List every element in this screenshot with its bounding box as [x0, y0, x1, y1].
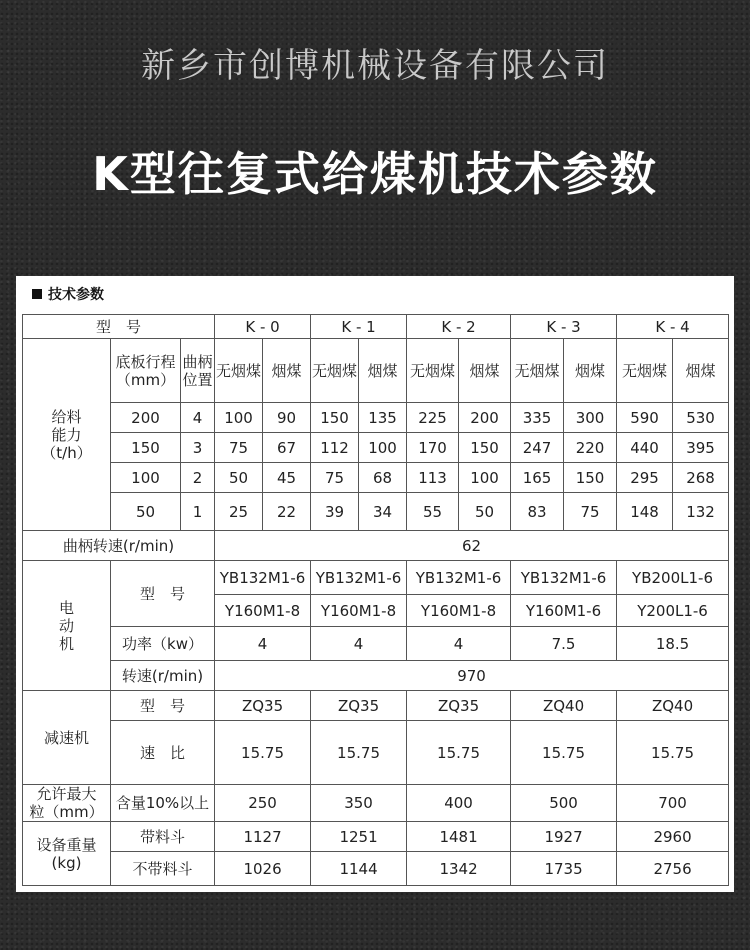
section-label: 技术参数 — [48, 287, 104, 303]
capacity-value: 112 — [311, 433, 359, 463]
coal-type-bituminous: 烟煤 — [359, 339, 407, 403]
particle-size-label: 允许最大 粒（mm） — [23, 785, 111, 822]
particle-row — [23, 785, 729, 822]
capacity-value: 150 — [459, 433, 511, 463]
weight-value: 1481 — [407, 822, 511, 852]
coal-type-anthracite: 无烟煤 — [215, 339, 263, 403]
feed-row — [23, 463, 729, 493]
capacity-value: 220 — [564, 433, 617, 463]
capacity-value: 225 — [407, 403, 459, 433]
motor-speed-label: 转速(r/min) — [111, 661, 215, 691]
capacity-value: 75 — [311, 463, 359, 493]
weight-without-hopper-label: 不带料斗 — [111, 852, 215, 886]
capacity-value: 50 — [215, 463, 263, 493]
coal-type-bituminous: 烟煤 — [263, 339, 311, 403]
reducer-ratio-value: 15.75 — [617, 721, 729, 785]
crank-speed-value: 62 — [215, 531, 729, 561]
crank-value: 4 — [181, 403, 215, 433]
motor-power-value: 7.5 — [511, 627, 617, 661]
weight-value: 1342 — [407, 852, 511, 886]
capacity-value: 45 — [263, 463, 311, 493]
capacity-value: 68 — [359, 463, 407, 493]
particle-size-value: 400 — [407, 785, 511, 822]
reducer-model-value: ZQ40 — [511, 691, 617, 721]
crank-value: 2 — [181, 463, 215, 493]
capacity-value: 34 — [359, 493, 407, 531]
motor-speed-value: 970 — [215, 661, 729, 691]
weight-label: 设备重量(kg) — [23, 822, 111, 886]
capacity-value: 113 — [407, 463, 459, 493]
square-bullet-icon — [32, 289, 42, 299]
stroke-header: 底板行程 （mm） — [111, 339, 181, 403]
page-title: K型往复式给煤机技术参数 — [92, 147, 658, 201]
reducer-model-value: ZQ40 — [617, 691, 729, 721]
reducer-ratio-value: 15.75 — [407, 721, 511, 785]
motor-model-value: YB132M1-6 — [407, 561, 511, 595]
company-name: 新乡市创博机械设备有限公司 — [141, 46, 609, 86]
motor-power-value: 4 — [407, 627, 511, 661]
reducer-ratio-label: 速 比 — [111, 721, 215, 785]
capacity-value: 55 — [407, 493, 459, 531]
crank-header: 曲柄 位置 — [181, 339, 215, 403]
model-2: K - 2 — [407, 315, 511, 339]
weight-value: 1251 — [311, 822, 407, 852]
capacity-value: 247 — [511, 433, 564, 463]
weight-value: 1026 — [215, 852, 311, 886]
capacity-value: 100 — [359, 433, 407, 463]
crank-speed-row — [23, 531, 729, 561]
capacity-value: 75 — [215, 433, 263, 463]
capacity-value: 268 — [673, 463, 729, 493]
particle-size-value: 350 — [311, 785, 407, 822]
capacity-value: 90 — [263, 403, 311, 433]
section-heading — [32, 284, 104, 304]
particle-size-value: 700 — [617, 785, 729, 822]
weight-value: 2960 — [617, 822, 729, 852]
particle-size-value: 250 — [215, 785, 311, 822]
motor-model-value: Y160M1-8 — [311, 595, 407, 627]
motor-power-value: 18.5 — [617, 627, 729, 661]
motor-model-label: 型 号 — [111, 561, 215, 627]
capacity-value: 530 — [673, 403, 729, 433]
motor-model-value: Y200L1-6 — [617, 595, 729, 627]
capacity-value: 590 — [617, 403, 673, 433]
motor-model-value: YB132M1-6 — [311, 561, 407, 595]
weight-value: 1735 — [511, 852, 617, 886]
capacity-value: 83 — [511, 493, 564, 531]
reducer-ratio-row — [23, 721, 729, 785]
model-0: K - 0 — [215, 315, 311, 339]
motor-model-value: YB132M1-6 — [215, 561, 311, 595]
coal-type-anthracite: 无烟煤 — [311, 339, 359, 403]
reducer-label: 减速机 — [23, 691, 111, 785]
motor-power-row — [23, 627, 729, 661]
particle-size-value: 500 — [511, 785, 617, 822]
reducer-ratio-value: 15.75 — [511, 721, 617, 785]
feed-row — [23, 403, 729, 433]
capacity-value: 170 — [407, 433, 459, 463]
capacity-value: 148 — [617, 493, 673, 531]
crank-value: 3 — [181, 433, 215, 463]
crank-value: 1 — [181, 493, 215, 531]
coal-type-row — [23, 339, 729, 403]
capacity-value: 39 — [311, 493, 359, 531]
motor-model-value: Y160M1-8 — [215, 595, 311, 627]
reducer-ratio-value: 15.75 — [311, 721, 407, 785]
reducer-model-value: ZQ35 — [407, 691, 511, 721]
coal-type-anthracite: 无烟煤 — [511, 339, 564, 403]
capacity-value: 100 — [459, 463, 511, 493]
capacity-value: 67 — [263, 433, 311, 463]
capacity-value: 295 — [617, 463, 673, 493]
capacity-value: 22 — [263, 493, 311, 531]
weight-value: 1144 — [311, 852, 407, 886]
spec-panel — [16, 276, 734, 892]
reducer-model-value: ZQ35 — [215, 691, 311, 721]
capacity-value: 300 — [564, 403, 617, 433]
motor-speed-row — [23, 661, 729, 691]
capacity-value: 440 — [617, 433, 673, 463]
coal-type-anthracite: 无烟煤 — [407, 339, 459, 403]
weight-without-hopper-row — [23, 852, 729, 886]
crank-speed-label: 曲柄转速(r/min) — [23, 531, 215, 561]
capacity-value: 335 — [511, 403, 564, 433]
spec-table — [22, 314, 729, 886]
feed-row — [23, 433, 729, 463]
reducer-model-row — [23, 691, 729, 721]
motor-power-value: 4 — [311, 627, 407, 661]
model-label: 型 号 — [23, 315, 215, 339]
motor-model-row-1 — [23, 561, 729, 595]
motor-label: 电 动 机 — [23, 561, 111, 691]
feed-capacity-label: 给料 能力 （t/h） — [23, 339, 111, 531]
coal-type-bituminous: 烟煤 — [459, 339, 511, 403]
model-4: K - 4 — [617, 315, 729, 339]
model-3: K - 3 — [511, 315, 617, 339]
stroke-value: 100 — [111, 463, 181, 493]
weight-value: 1927 — [511, 822, 617, 852]
particle-content-label: 含量10%以上 — [111, 785, 215, 822]
motor-model-value: Y160M1-6 — [511, 595, 617, 627]
capacity-value: 50 — [459, 493, 511, 531]
coal-type-anthracite: 无烟煤 — [617, 339, 673, 403]
capacity-value: 75 — [564, 493, 617, 531]
reducer-model-label: 型 号 — [111, 691, 215, 721]
motor-power-label: 功率（kw） — [111, 627, 215, 661]
coal-type-bituminous: 烟煤 — [564, 339, 617, 403]
stroke-value: 150 — [111, 433, 181, 463]
weight-value: 2756 — [617, 852, 729, 886]
feed-row — [23, 493, 729, 531]
motor-model-value: YB132M1-6 — [511, 561, 617, 595]
weight-with-hopper-label: 带料斗 — [111, 822, 215, 852]
coal-type-bituminous: 烟煤 — [673, 339, 729, 403]
capacity-value: 200 — [459, 403, 511, 433]
stroke-value: 200 — [111, 403, 181, 433]
motor-model-value: Y160M1-8 — [407, 595, 511, 627]
capacity-value: 135 — [359, 403, 407, 433]
capacity-value: 132 — [673, 493, 729, 531]
capacity-value: 100 — [215, 403, 263, 433]
capacity-value: 25 — [215, 493, 263, 531]
model-header-row — [23, 315, 729, 339]
reducer-model-value: ZQ35 — [311, 691, 407, 721]
capacity-value: 150 — [564, 463, 617, 493]
stroke-value: 50 — [111, 493, 181, 531]
motor-power-value: 4 — [215, 627, 311, 661]
capacity-value: 150 — [311, 403, 359, 433]
reducer-ratio-value: 15.75 — [215, 721, 311, 785]
model-1: K - 1 — [311, 315, 407, 339]
weight-with-hopper-row — [23, 822, 729, 852]
capacity-value: 395 — [673, 433, 729, 463]
motor-model-value: YB200L1-6 — [617, 561, 729, 595]
capacity-value: 165 — [511, 463, 564, 493]
weight-value: 1127 — [215, 822, 311, 852]
